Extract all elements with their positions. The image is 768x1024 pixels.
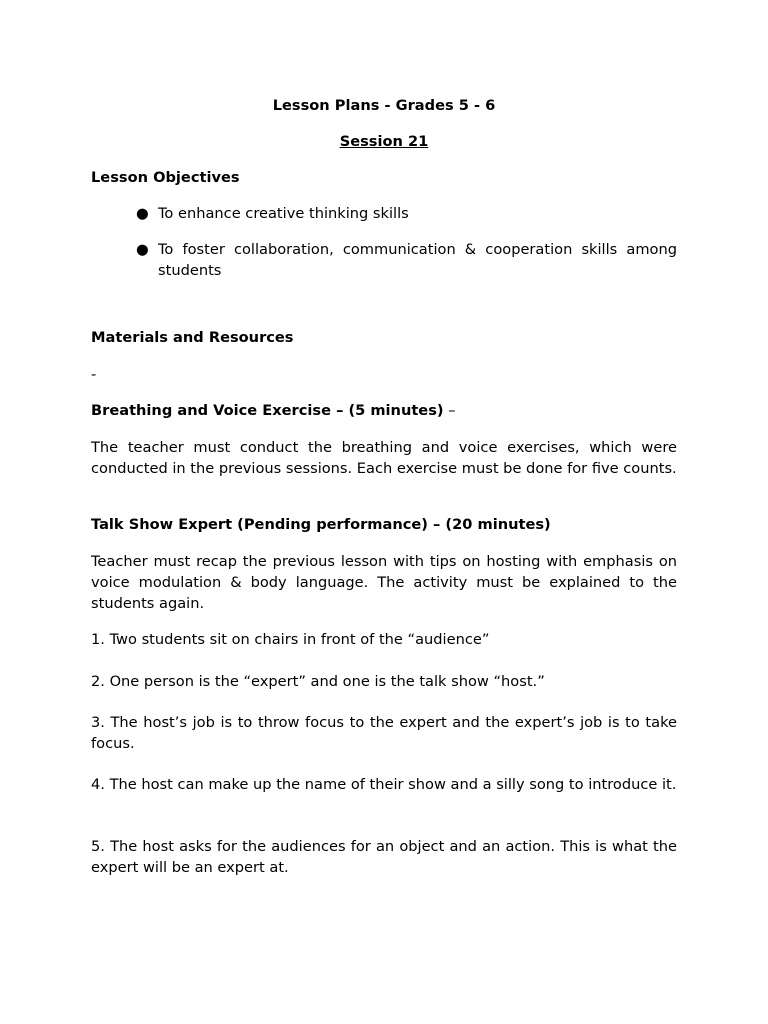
step-item: 4. The host can make up the name of their show and a silly song to introduce it. <box>91 776 677 793</box>
breathing-heading-line <box>91 400 677 421</box>
talkshow-text: Teacher must recap the previous lesson with tips on hosting with emphasis on voice modulation & body language. The activity must be explained to the students again. <box>91 553 677 612</box>
objectives-heading: Lesson Objectives <box>91 169 240 186</box>
breathing-heading-suffix: – <box>448 402 456 419</box>
step-item: 3. The host’s job is to throw focus to the expert and the expert’s job is to take focus. <box>91 714 677 752</box>
objective-text: To enhance creative thinking skills <box>158 205 409 222</box>
document-title: Lesson Plans - Grades 5 - 6 <box>272 97 496 114</box>
bullet-icon: ● <box>136 205 149 222</box>
step-item: 1. Two students sit on chairs in front of the “audience” <box>91 631 490 648</box>
objective-item <box>136 239 677 281</box>
talkshow-heading: Talk Show Expert (Pending performance) – (20 minutes) <box>91 516 551 533</box>
materials-text: - <box>91 366 97 383</box>
bullet-icon: ● <box>136 241 149 258</box>
breathing-heading: Breathing and Voice Exercise – (5 minutes) <box>91 402 444 419</box>
session-title: Session 21 <box>339 133 429 150</box>
objective-item <box>136 203 677 224</box>
step-item: 2. One person is the “expert” and one is the talk show “host.” <box>91 673 545 690</box>
objective-text: To foster collaboration, communication & cooperation skills among students <box>158 241 677 279</box>
step-item: 5. The host asks for the audiences for an object and an action. This is what the expert will be an expert at. <box>91 838 677 876</box>
materials-heading: Materials and Resources <box>91 329 294 346</box>
breathing-text: The teacher must conduct the breathing and voice exercises, which were conducted in the previous sessions. Each exercise must be done for five counts. <box>91 439 677 477</box>
